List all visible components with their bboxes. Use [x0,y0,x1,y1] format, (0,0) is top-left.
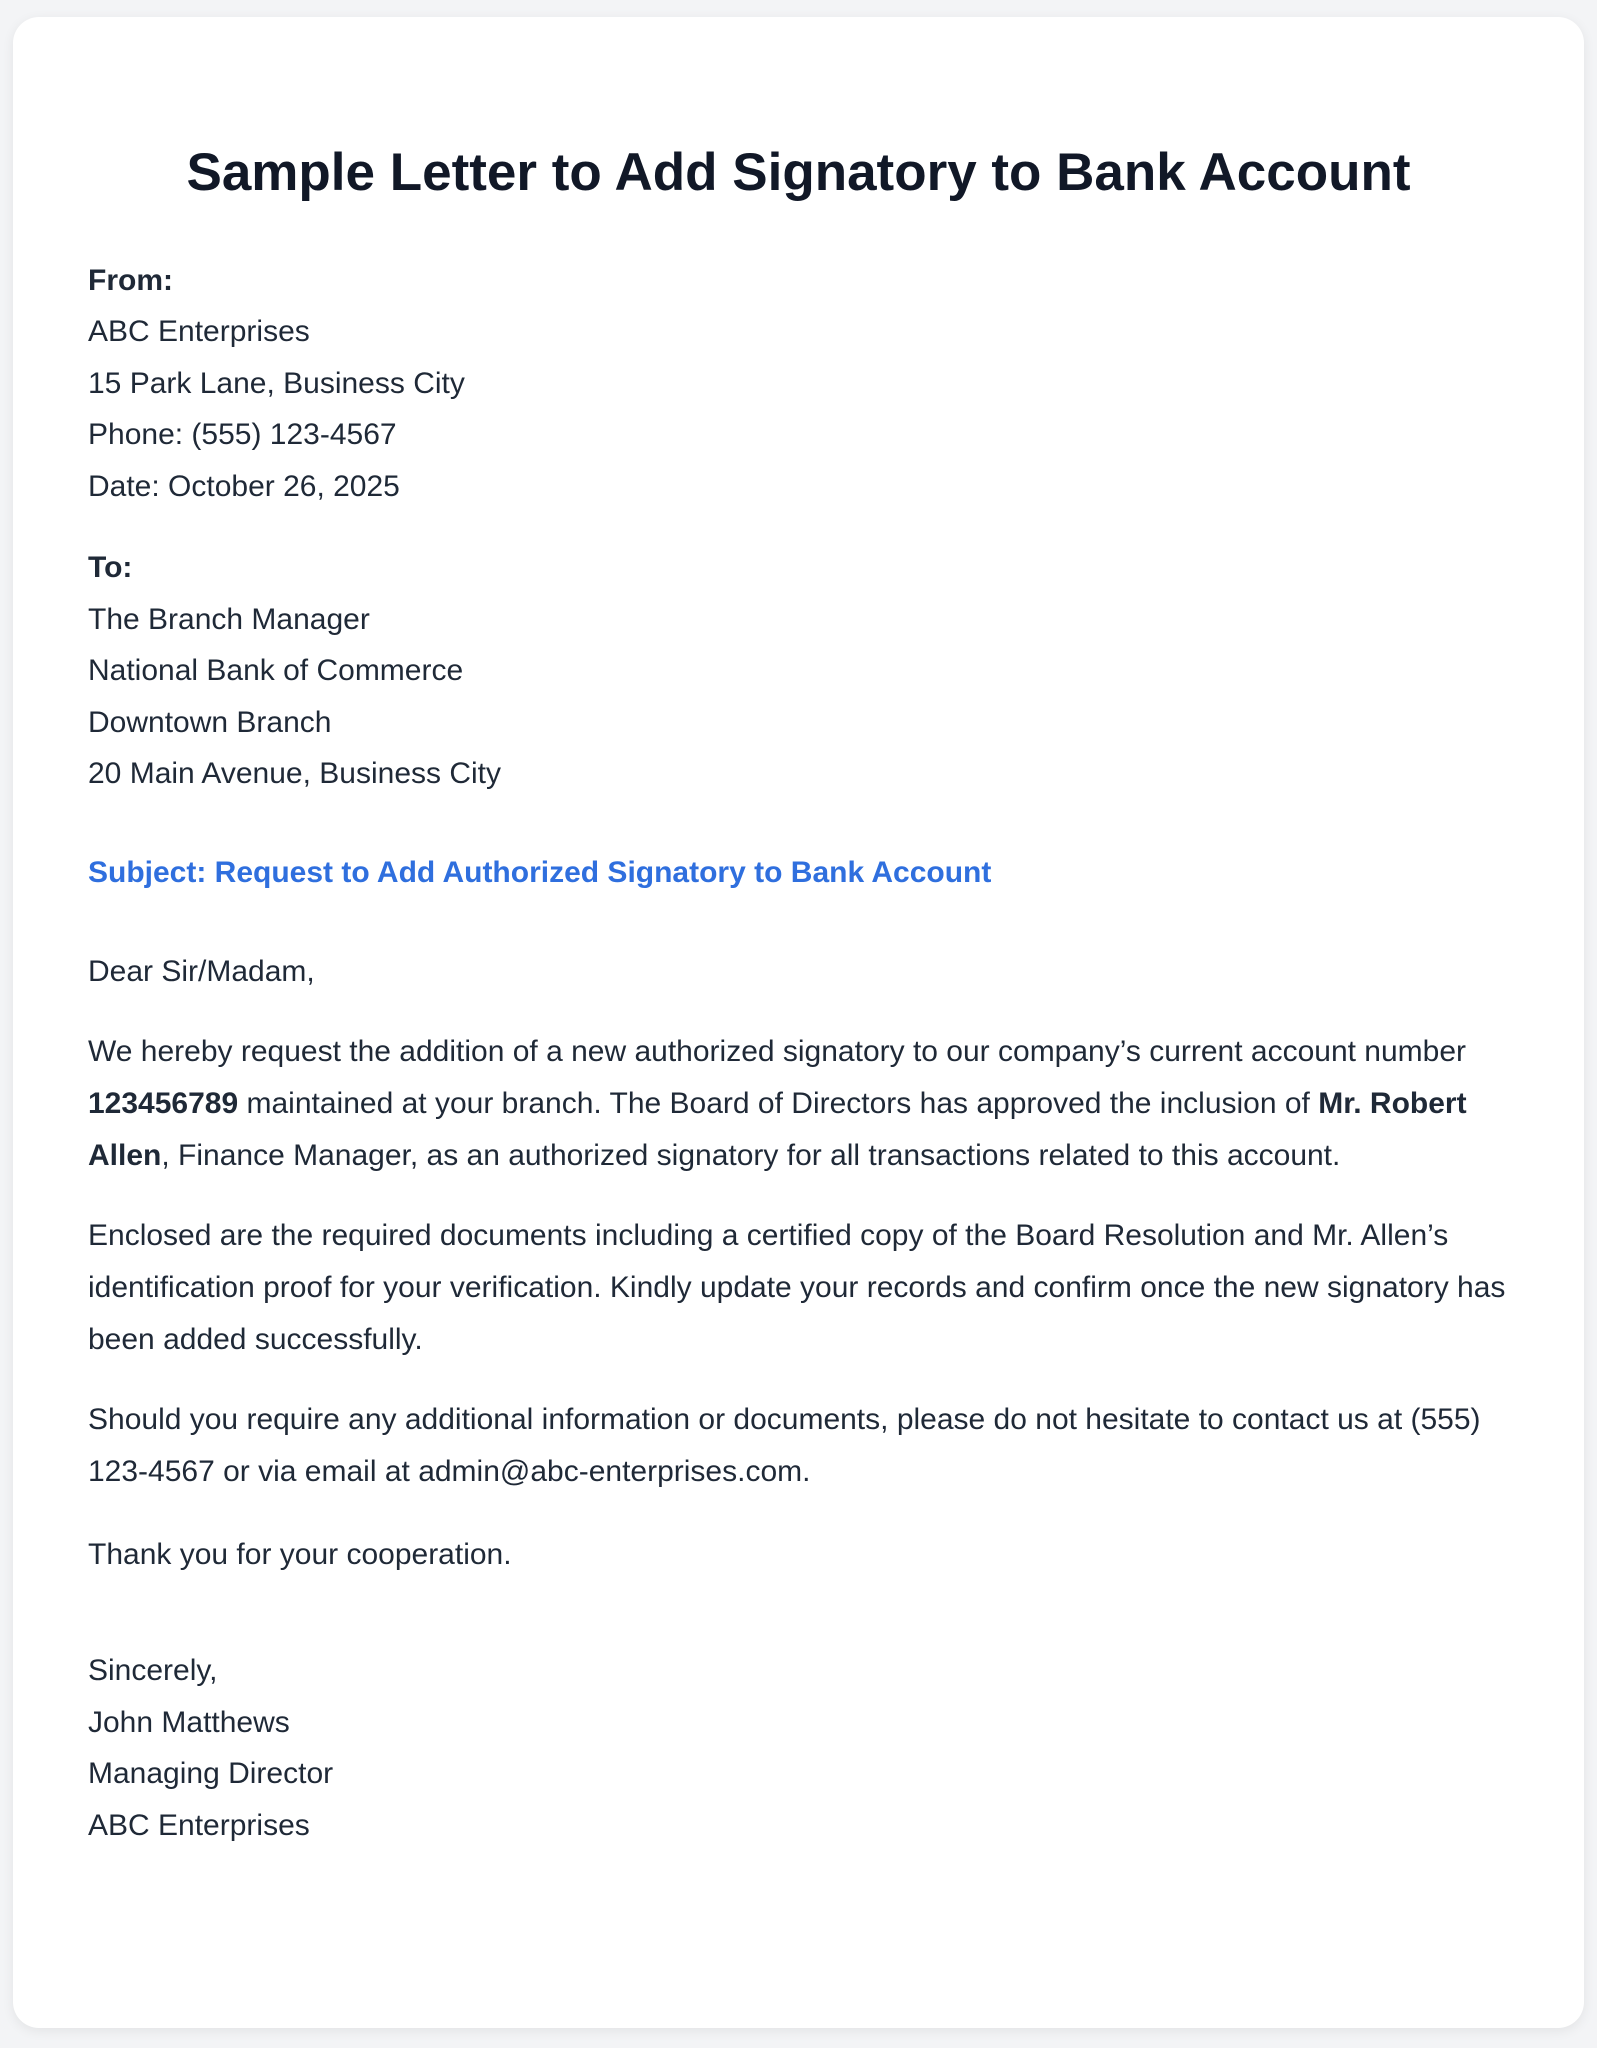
letter-card [13,17,1584,2028]
body-paragraph-3: Should you require any additional information or documents, please do not hesitate to contact us at (555) 123-4567 or via email at admin@abc-enterprises.com. [88,1403,1481,1489]
body-paragraph-2: Enclosed are the required documents including a certified copy of the Board Resolution and Mr. Allen’s identification proof for your verification. Kindly update your records and confirm once the new signatory has been added successfully. [88,1219,1506,1356]
signatory-name: Mr. Robert Allen [88,1086,1467,1172]
signer-name: John Matthews [88,1705,290,1739]
letter-date: Date: October 26, 2025 [88,469,400,503]
signer-company: ABC Enterprises [88,1808,310,1842]
page-title: Sample Letter to Add Signatory to Bank Account [186,143,1411,202]
closing: Sincerely, [88,1654,218,1688]
recipient-branch: Downtown Branch [88,705,332,739]
to-label: To: [88,551,133,585]
recipient-block [88,542,1509,800]
recipient-address: 20 Main Avenue, Business City [88,757,502,791]
salutation: Dear Sir/Madam, [88,954,315,988]
sender-address: 15 Park Lane, Business City [88,366,465,400]
thanks-line: Thank you for your cooperation. [88,1537,512,1571]
sender-company: ABC Enterprises [88,315,310,349]
from-label: From: [88,263,173,297]
subject-line: Subject: Request to Add Authorized Signatory to Bank Account [88,855,992,889]
p1-text-2: maintained at your branch. The Board of Directors has approved the inclusion of [238,1086,1319,1120]
p1-text-1: We hereby request the addition of a new authorized signatory to our company’s current account number [88,1035,1467,1069]
p1-text-3: , Finance Manager, as an authorized signatory for all transactions related to this account. [161,1138,1341,1172]
body-paragraph-1 [88,1026,1509,1181]
sender-phone: Phone: (555) 123-4567 [88,418,397,452]
account-number: 123456789 [88,1086,239,1120]
recipient-bank: National Bank of Commerce [88,654,464,688]
signer-title: Managing Director [88,1757,334,1791]
sender-block [88,255,1509,513]
signature-block [88,1645,1509,1851]
recipient-title: The Branch Manager [88,602,370,636]
